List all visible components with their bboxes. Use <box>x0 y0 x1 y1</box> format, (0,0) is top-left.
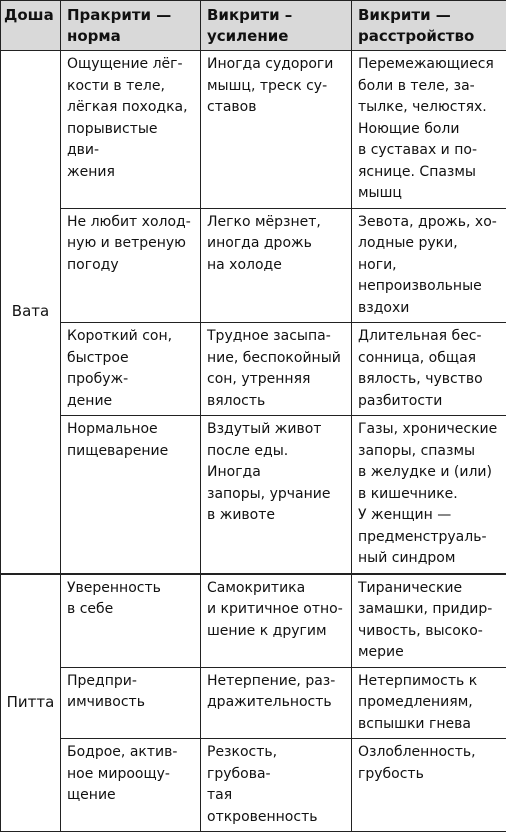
norm-cell: Нормальное пищеварение <box>61 416 201 574</box>
norm-cell: Короткий сон, быстрое пробуж- дение <box>61 323 201 416</box>
table-body <box>1 51 506 832</box>
dosha-label-pitta: Питта <box>1 574 61 832</box>
table-row <box>1 739 506 832</box>
header-vikriti-disorder: Викрити — расстройство <box>352 1 506 51</box>
norm-cell: Уверенность в себе <box>61 574 201 668</box>
header-vikriti-increase: Викрити – усиление <box>201 1 352 51</box>
increase-cell: Резкость, грубова- тая откровенность <box>201 739 352 832</box>
table-row <box>1 323 506 416</box>
increase-cell: Иногда судороги мышц, треск су- ставов <box>201 51 352 209</box>
disorder-cell: Тиранические замашки, придир- чивость, высоко- мерие <box>352 574 506 668</box>
table-header <box>1 1 506 51</box>
header-prakriti-norm: Пракрити — норма <box>61 1 201 51</box>
norm-cell: Не любит холод- ную и ветреную погоду <box>61 208 201 323</box>
increase-cell: Самокритика и критичное отно- шение к другим <box>201 574 352 668</box>
disorder-cell: Перемежающиеся боли в теле, за- тылке, челюстях. Ноющие боли в суставах и по- яснице. Спазмы мышц <box>352 51 506 209</box>
norm-cell: Предпри- имчивость <box>61 667 201 739</box>
table-row <box>1 574 506 668</box>
disorder-cell: Озлобленность, грубость <box>352 739 506 832</box>
increase-cell: Трудное засыпа- ние, беспокойный сон, утренняя вялость <box>201 323 352 416</box>
dosha-label-vata: Вата <box>1 51 61 574</box>
disorder-cell: Длительная бес- сонница, общая вялость, чувство разбитости <box>352 323 506 416</box>
table-row <box>1 51 506 209</box>
increase-cell: Легко мёрзнет, иногда дрожь на холоде <box>201 208 352 323</box>
disorder-cell: Зевота, дрожь, хо- лодные руки, ноги, непроизвольные вздохи <box>352 208 506 323</box>
increase-cell: Нетерпение, раз- дражительность <box>201 667 352 739</box>
table-row <box>1 667 506 739</box>
disorder-cell: Нетерпимость к промедлениям, вспышки гнева <box>352 667 506 739</box>
header-row <box>1 1 506 51</box>
table-row <box>1 416 506 574</box>
norm-cell: Бодрое, актив- ное мироощу- щение <box>61 739 201 832</box>
header-dosha: Доша <box>1 1 61 51</box>
norm-cell: Ощущение лёг- кости в теле, лёгкая походка, порывистые дви- жения <box>61 51 201 209</box>
disorder-cell: Газы, хронические запоры, спазмы в желудке и (или) в кишечнике. У женщин — предменструаль- ный синдром <box>352 416 506 574</box>
increase-cell: Вздутый живот после еды. Иногда запоры, урчание в животе <box>201 416 352 574</box>
table-row <box>1 208 506 323</box>
